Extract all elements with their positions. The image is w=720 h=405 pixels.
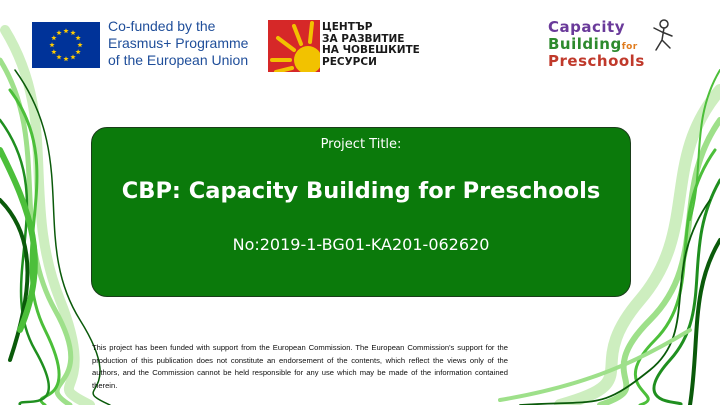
cbp-logo [530, 18, 680, 74]
cbp-logo-for: for [621, 42, 638, 52]
cbp-logo-building [548, 35, 638, 53]
hr-center-line: НА ЧОВЕШКИТЕ [322, 44, 420, 56]
funding-disclaimer: This project has been funded with support from the European Commission. The European Commission's support for the production of this publication does not constitute an endorsement of the contents, which reflect the views only of the authors, and the Commission cannot be held responsible for any use which may be made of the information contained therein. [92, 343, 508, 390]
hr-center-line: ЗА РАЗВИТИЕ [322, 32, 405, 45]
cbp-logo-building-word: Building [548, 35, 622, 53]
eu-text-line: Co-funded by the [108, 18, 216, 34]
eu-text-line: of the European Union [108, 52, 249, 68]
eu-text-line: Erasmus+ Programme [108, 35, 249, 51]
child-figure-icon [644, 18, 680, 52]
cbp-logo-capacity: Capacity [548, 18, 625, 36]
cbp-logo-preschools: Preschools [548, 52, 645, 70]
project-title-box [91, 127, 631, 297]
hr-center-sun-icon [268, 20, 320, 72]
project-number: No:2019-1-BG01-KA201-062620 [232, 235, 490, 254]
eu-flag-icon [32, 22, 100, 68]
eu-cofunding-text [108, 18, 278, 69]
hr-center-line: ЦЕНТЪР [322, 21, 373, 33]
hr-center-name [322, 22, 432, 68]
project-title-label: Project Title: [320, 137, 402, 152]
hr-center-line: РЕСУРСИ [322, 55, 377, 68]
project-title: CBP: Capacity Building for Preschools [121, 178, 601, 204]
